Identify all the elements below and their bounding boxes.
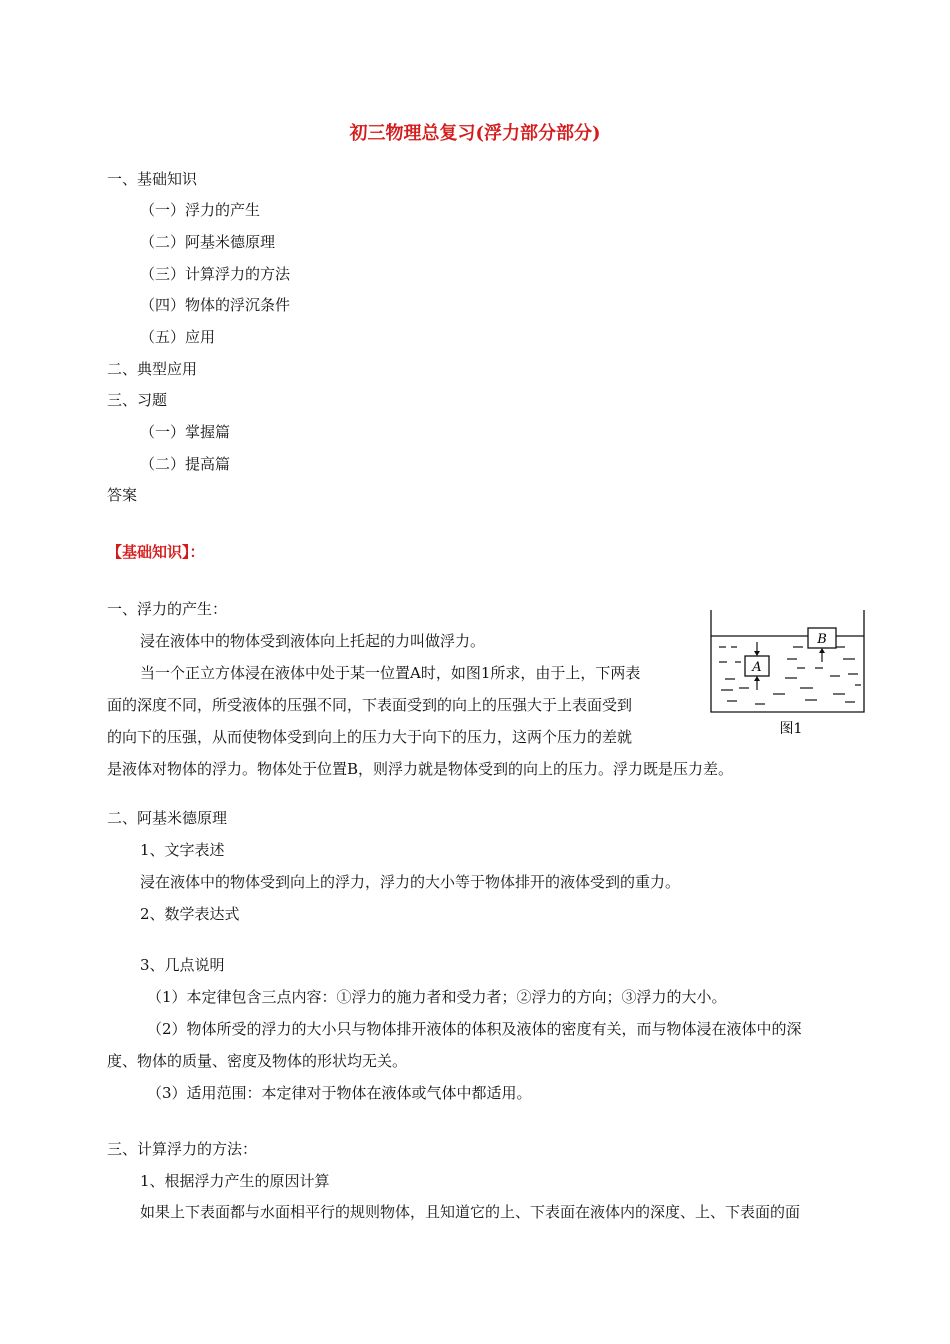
part1-heading: 一、浮力的产生： bbox=[107, 600, 228, 618]
part2-note-1: （1）本定律包含三点内容：①浮力的施力者和受力者；②浮力的方向；③浮力的大小。 bbox=[147, 988, 727, 1006]
toc-item: （四）物体的浮沉条件 bbox=[140, 296, 291, 314]
toc-item: （二）提高篇 bbox=[140, 455, 231, 473]
part2-sub-1: 1、文字表述 bbox=[140, 841, 225, 859]
figure-1 bbox=[705, 606, 870, 741]
part2-text-1: 浸在液体中的物体受到向上的浮力，浮力的大小等于物体排开的液体受到的重力。 bbox=[140, 873, 681, 891]
part3-heading: 三、计算浮力的方法： bbox=[107, 1140, 258, 1158]
page-title: 初三物理总复习(浮力部分部分) bbox=[349, 123, 601, 144]
liquid-dashes bbox=[719, 647, 861, 704]
container-outline bbox=[711, 610, 864, 712]
part1-paragraph: 浸在液体中的物体受到液体向上托起的力叫做浮力。 bbox=[140, 632, 486, 650]
part2-note-3: （3）适用范围：本定律对于物体在液体或气体中都适用。 bbox=[147, 1084, 532, 1102]
toc-section-3: 三、习题 bbox=[107, 391, 168, 409]
section-header: 【基础知识】： bbox=[107, 543, 205, 561]
toc-item: （三）计算浮力的方法 bbox=[140, 265, 291, 283]
toc-section-2: 二、典型应用 bbox=[107, 360, 198, 378]
part3-sub-1: 1、根据浮力产生的原因计算 bbox=[140, 1172, 330, 1190]
block-a bbox=[745, 642, 769, 690]
toc-item: （二）阿基米德原理 bbox=[140, 233, 276, 251]
part1-paragraph: 的向下的压强，从而使物体受到向上的压力大于向下的压力，这两个压力的差就 bbox=[107, 728, 633, 746]
block-b bbox=[808, 628, 836, 662]
part1-paragraph: 是液体对物体的浮力。物体处于位置B，则浮力就是物体受到的向上的压力。浮力既是压力差。 bbox=[107, 760, 734, 778]
part2-heading: 二、阿基米德原理 bbox=[107, 809, 228, 827]
part3-text-1: 如果上下表面都与水面相平行的规则物体，且知道它的上、下表面在液体内的深度、上、下表面的面 bbox=[140, 1203, 801, 1221]
figure-caption: 图1 bbox=[779, 721, 803, 737]
toc-section-1: 一、基础知识 bbox=[107, 170, 198, 188]
part1-paragraph: 当一个正立方体浸在液体中处于某一位置A时，如图1所求，由于上，下两表 bbox=[140, 664, 641, 682]
part2-note-2-cont: 度、物体的质量、密度及物体的形状均无关。 bbox=[107, 1052, 408, 1070]
block-a-label: A bbox=[752, 660, 762, 675]
part2-sub-3: 3、几点说明 bbox=[140, 956, 225, 974]
toc-answer: 答案 bbox=[107, 486, 138, 504]
part2-note-2: （2）物体所受的浮力的大小只与物体排开液体的体积及液体的密度有关，而与物体浸在液体中的深 bbox=[147, 1020, 802, 1038]
part2-sub-2: 2、数学表达式 bbox=[140, 905, 240, 923]
block-b-label: B bbox=[817, 632, 827, 647]
toc-item: （一）掌握篇 bbox=[140, 423, 231, 441]
toc-item: （一）浮力的产生 bbox=[140, 201, 261, 219]
toc-item: （五）应用 bbox=[140, 328, 216, 346]
part1-paragraph: 面的深度不同，所受液体的压强不同，下表面受到的向上的压强大于上表面受到 bbox=[107, 696, 633, 714]
